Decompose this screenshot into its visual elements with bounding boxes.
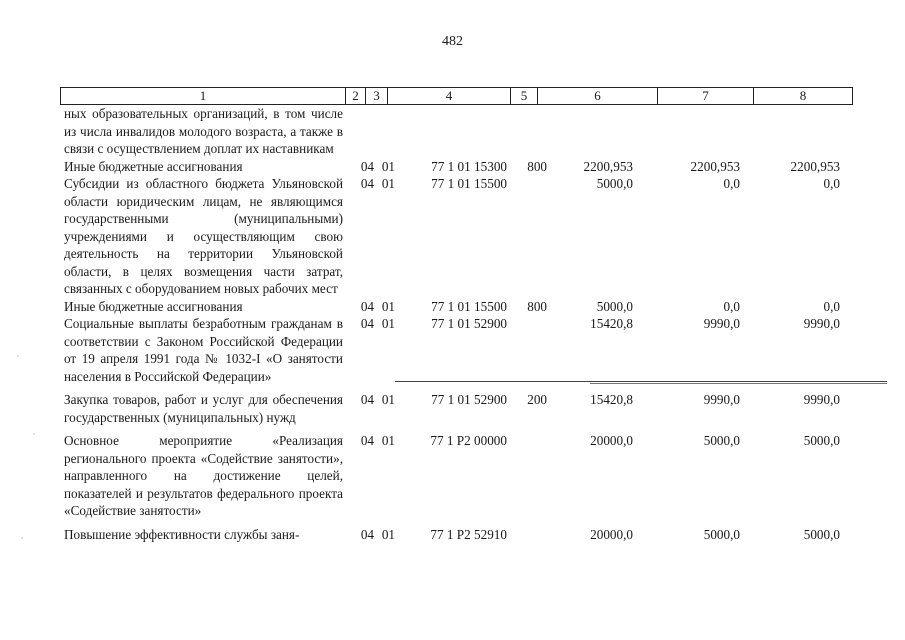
row-amount-3: 2200,953 [790,158,840,174]
row-amount-3: 0,0 [823,176,840,191]
row-amount-1: 20000,0 [590,433,633,448]
row-name: Повышение эффективности службы заня- [64,526,300,542]
row-amount-3: 9990,0 [803,316,840,331]
row-target-code: 77 1 01 15500 [431,298,507,314]
row-section: 04 [360,298,374,314]
row-section: 04 [360,526,374,542]
row-name: ных образовательных организаций, в том числе из числа инвалидов молодого возраста, а также в связи с осуществлением доплат их наставникам [64,106,343,156]
scan-line [395,381,887,382]
row-section: 04 [360,433,374,448]
page-number: 482 [442,34,463,49]
header-col-3: 3 [366,88,388,104]
scan-line-secondary [590,383,887,384]
row-name: Иные бюджетные ассигнования [64,158,243,174]
table-row [60,526,860,544]
row-amount-3: 9990,0 [803,392,840,407]
header-col-6: 6 [538,88,658,104]
header-col-2: 2 [346,88,366,104]
row-name: Закупка товаров, работ и услуг для обеспечения государственных (муниципальных) нужд [64,392,343,425]
row-amount-2: 5000,0 [703,433,740,448]
row-amount-1: 5000,0 [596,176,633,191]
table-row [60,391,860,426]
row-target-code: 77 1 01 15500 [431,176,507,191]
row-amount-2: 9990,0 [703,392,740,407]
row-amount-1: 15420,8 [590,316,633,331]
row-target-code: 77 1 01 15300 [431,158,507,174]
row-section: 04 [360,176,374,191]
row-name: Социальные выплаты безработным гражданам в соответствии с Законом Российской Федерации от 19 апреля 1991 года № 1032-I «О занятости населения в Российской Федерации» [64,316,343,384]
table-row [60,315,860,385]
row-amount-1: 15420,8 [590,392,633,407]
row-target-code: 77 1 P2 00000 [430,433,507,448]
row-expense-type: 800 [527,298,547,314]
row-section: 04 [360,158,374,174]
table-body [60,105,860,543]
row-name: Субсидии из областного бюджета Ульяновской области юридическим лицам, не являющимся государственными (муниципальными) учреждениями и осуществляющим свою деятельность на территории Ульяновской области, в целях возмещения части затрат, связанных с оборудованием новых рабочих мест [64,176,343,296]
row-amount-3: 0,0 [823,298,840,314]
row-amount-1: 20000,0 [590,526,633,542]
row-amount-1: 2200,953 [583,158,633,174]
header-col-8: 8 [799,88,807,103]
row-amount-2: 0,0 [723,176,740,191]
row-subsection: 01 [381,176,395,191]
row-subsection: 01 [381,316,395,331]
header-col-5: 5 [511,88,538,104]
table-row [60,158,860,176]
row-amount-3: 5000,0 [803,433,840,448]
row-amount-2: 2200,953 [690,158,740,174]
row-amount-2: 0,0 [723,298,740,314]
row-subsection: 01 [381,392,395,407]
row-subsection: 01 [381,526,395,542]
row-amount-2: 5000,0 [703,526,740,542]
row-amount-3: 5000,0 [803,526,840,542]
row-amount-2: 9990,0 [703,316,740,331]
row-subsection: 01 [381,158,395,174]
row-section: 04 [360,392,374,407]
row-target-code: 77 1 01 52900 [431,392,507,407]
header-col-1: 1 [61,88,346,104]
table-row [60,432,860,520]
row-expense-type: 800 [527,158,547,174]
table-row [60,175,860,298]
row-subsection: 01 [381,298,395,314]
row-target-code: 77 1 P2 52910 [430,526,507,542]
header-col-4: 4 [388,88,511,104]
table-row [60,105,860,158]
row-section: 04 [360,316,374,331]
row-name: Иные бюджетные ассигнования [64,298,243,314]
row-subsection: 01 [381,433,395,448]
row-amount-1: 5000,0 [596,298,633,314]
row-expense-type: 200 [527,392,547,407]
header-col-7: 7 [658,88,754,104]
scan-specks [10,330,50,590]
table-row [60,298,860,316]
row-target-code: 77 1 01 52900 [431,316,507,331]
row-name: Основное мероприятие «Реализация регионального проекта «Содействие занятости», направленного на достижение целей, показателей и результатов федерального проекта «Содействие занятости» [64,433,343,518]
table-header [60,87,853,105]
